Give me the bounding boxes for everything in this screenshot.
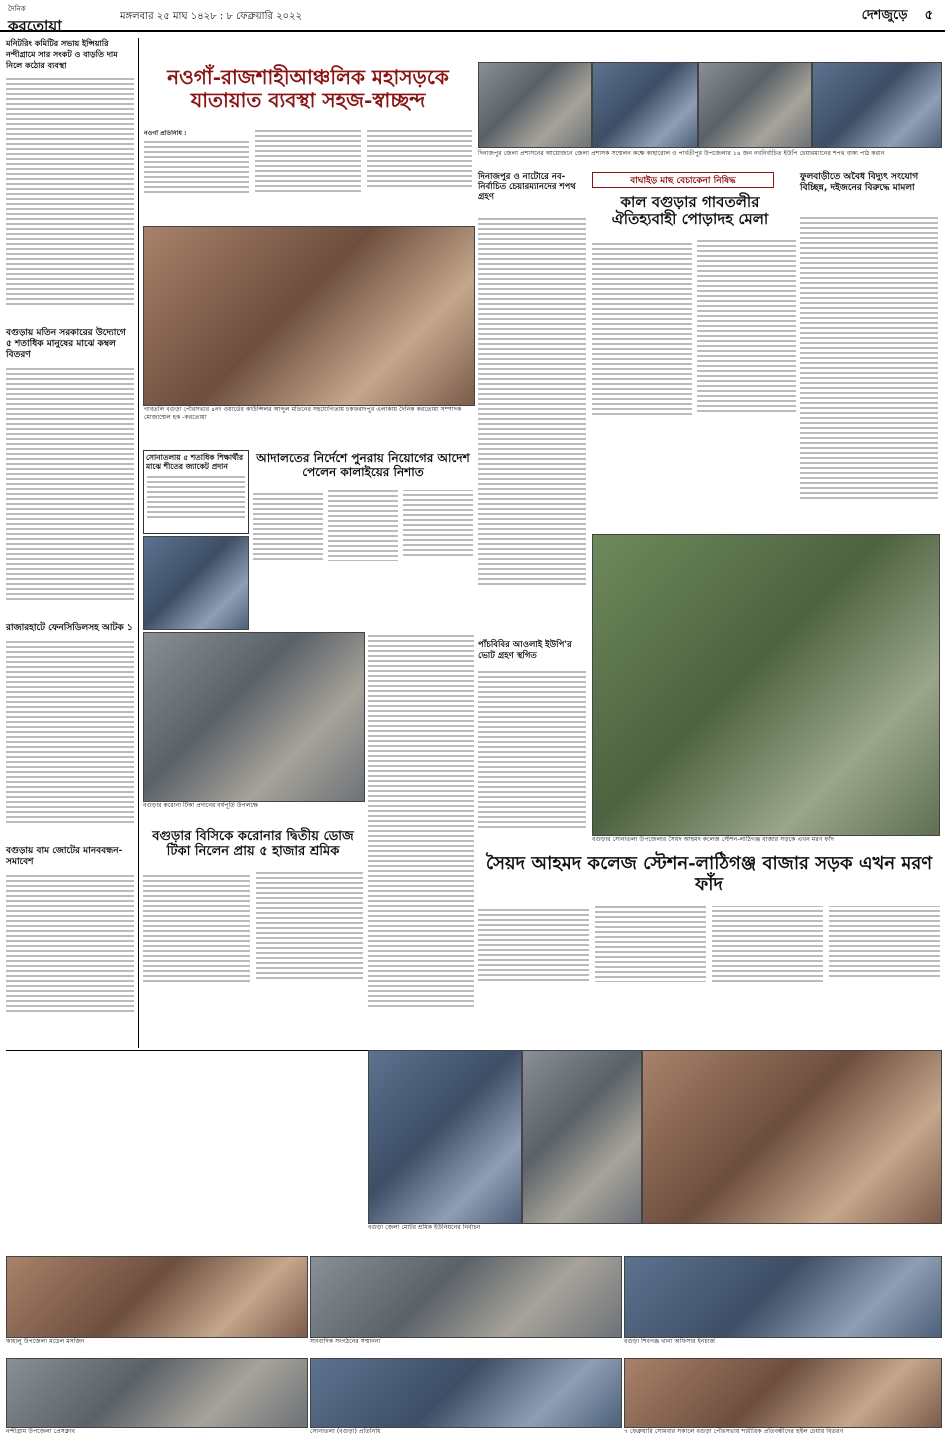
- caption-oath: দিনাজপুর জেলা প্রশাসনের আয়োজনে জেলা প্রশাসক সম্মেলন কক্ষে কাহারোল ও পার্বতীপুর উপজেলার ১৪ জন নবনির্বাচিত ইউপি চেয়ারম্যানের শপথ বাক্য পাঠ করান: [478, 150, 885, 157]
- article-title-11: পাঁচবিবির আওলাই ইউপি'র ভোট গ্রহণ স্থগিত: [478, 640, 572, 661]
- article-title-16: বগুড়ায় বাম জোটের মানববন্ধন-সমাবেশ: [6, 846, 123, 867]
- label-fish-ban: বাঘাইড় মাছ বেচাকেনা নিষিদ্ধ: [592, 172, 774, 188]
- caption-blanket-distribution: [144, 406, 472, 432]
- article-body-10-continued: [368, 632, 474, 1042]
- article-body-7: [6, 365, 134, 615]
- headline-naogaon: নওগাঁ-রাজশাহীআঞ্চলিক মহাসড়কে যাতায়াত ব্যবস্থা সহজ-স্বাচ্ছন্দ: [167, 65, 449, 112]
- logo-text: করতোয়া: [8, 17, 62, 35]
- caption-meetings: বগুড়া জেলা মোটর শ্রমিক ইউনিয়নের নির্বাচন: [368, 1224, 481, 1231]
- article-body-1: [6, 75, 134, 320]
- photo-oath-1: [478, 62, 592, 148]
- logo-small-text: দৈনিক: [8, 5, 26, 13]
- dateline-naogaon: নওগাঁ প্রতিনিধি :: [144, 130, 187, 137]
- article-body-6: [800, 214, 938, 532]
- article-box-9: [143, 450, 249, 534]
- article-body-14: [6, 638, 134, 838]
- headline-road: সৈয়দ আহমদ কলেজ স্টেশন-লাঠিগঞ্জ বাজার সড়ক এখন মরণ ফাঁদ: [485, 853, 933, 895]
- article-title-7: বগুড়ায় মতিন সরকারের উদ্যোগে ৫ শতাধিক মানুষের মাঝে কম্বল বিতরণ: [6, 328, 126, 360]
- page-header: [0, 0, 945, 35]
- article-title-4: দিনাজপুর ও নাটোরে নব-নির্বাচিত চেয়ারম্যানদের শপথ গ্রহণ: [478, 172, 576, 202]
- article-title-14: রাজারহাটে ফেনসিডিলসহ আটক ১: [6, 623, 133, 633]
- caption-event-3: বগুড়া শিবগঞ্জ থানা অফিসার ইনচার্জ: [624, 1338, 716, 1345]
- article-body-11: [478, 668, 586, 848]
- photo-road-death-trap: [592, 534, 940, 836]
- photo-vaccination-anniversary: [143, 632, 365, 802]
- section-title: [862, 6, 933, 27]
- photo-wheelchair: [624, 1358, 942, 1428]
- issue-date: মঙ্গলবার ২৫ মাঘ ১৪২৮ : ৮ ফেব্রুয়ারি ২০২২: [120, 11, 303, 22]
- caption-wheelchair: ৭ ফেব্রুয়ারি সোমবার সকালে বগুড়া পৌরসভায় শারীরিক প্রতিবন্ধীদের হুইল চেয়ার বিতরণ: [624, 1428, 844, 1435]
- photo-jacket-distribution: [143, 536, 249, 630]
- photo-press-club: [6, 1358, 308, 1428]
- headline-bscic-vaccine: বগুড়ার বিসিকে করোনার দ্বিতীয় ডোজ টিকা নিলেন প্রায় ৫ হাজার শ্রমিক: [152, 829, 354, 859]
- photo-meeting-2: [522, 1050, 642, 1224]
- article-body-16: [6, 872, 134, 1022]
- headline-poradah-mela: কাল বগুড়ার গাবতলীর ঐতিহ্যবাহী পোড়াদহ মেলা: [611, 193, 769, 229]
- caption-event-1: কাহালু উপজেলা মডেল মসজিদ: [6, 1338, 85, 1345]
- article-body-4: [478, 215, 586, 635]
- photo-event-2: [310, 1256, 622, 1338]
- caption-credit-8: -করতোয়া: [182, 414, 207, 421]
- article-body-2: [144, 130, 472, 222]
- photo-meeting-1: [368, 1050, 522, 1224]
- headline-court-order: আদালতের নির্দেশে পুনরায় নিয়োগের আদেশ পেলেন কালাইয়ের নিশাত: [256, 451, 470, 479]
- article-title-9: সোনাতলায় ৫ শতাধিক শিক্ষার্থীর মাঝে শীতের জ্যাকেট প্রদান: [146, 453, 244, 471]
- caption-journalists: সোনাতলা (বগুড়া) প্রতিনিধি: [310, 1428, 381, 1435]
- page-number: ৫: [924, 8, 933, 23]
- caption-road: বগুড়ার সোনাতলা উপজেলার সৈয়দ আহমদ কলেজ স্টেশন-লাঠিগঞ্জ বাজার সড়কে এখন মরণ ফাঁদ: [592, 836, 834, 843]
- caption-text-8: গাবতলি বগুড়া পৌরসভার ৪নং ওয়ার্ডের কাউন্সিলর আব্দুল মতিনের সহযোগিতায় চকফরাদপুর এলাকায় দৈনিক করতোয়া সম্পাদক মোজাম্মেল হক: [144, 406, 462, 421]
- article-title-6: ফুলবাড়ীতে অবৈধ বিদ্যুৎ সংযোগ বিচ্ছিন্ন, দইজনের বিরুদ্ধে মামলা: [800, 172, 919, 193]
- photo-oath-3: [698, 62, 812, 148]
- photo-blanket-distribution: [143, 226, 475, 406]
- caption-vaccination: বগুড়ার করোনা টিকা প্রদানের বর্ষপূর্তি উপলক্ষে: [143, 802, 258, 809]
- caption-press-club: নন্দীগ্রাম উপজেলা প্রেসক্লাব: [6, 1428, 75, 1435]
- article-body-9: [144, 473, 248, 521]
- newspaper-logo: [8, 3, 62, 40]
- photo-event-3: [624, 1256, 942, 1338]
- article-body-10: [253, 490, 473, 620]
- photo-oath-4: [812, 62, 942, 148]
- article-body-15: [143, 872, 363, 1042]
- photo-oath-2: [592, 62, 698, 148]
- article-title-1: মনিটরিং কমিটির সভায় ইন্সিয়ারি নন্দীগ্রামে সার সংকট ও বাড়তি দাম নিলে কঠোর ব্যবস্থা: [6, 39, 118, 70]
- photo-journalists: [310, 1358, 622, 1428]
- article-body-5: [592, 240, 796, 530]
- photo-event-1: [6, 1256, 308, 1338]
- article-body-13: [478, 906, 940, 1036]
- caption-event-2: সাংবাদিক সংগঠনের সম্মাননা: [310, 1338, 381, 1345]
- section-name: দেশজুড়ে: [861, 8, 908, 23]
- left-column: [6, 38, 134, 1048]
- column-divider: [138, 38, 139, 1048]
- photo-meeting-3: [642, 1050, 942, 1224]
